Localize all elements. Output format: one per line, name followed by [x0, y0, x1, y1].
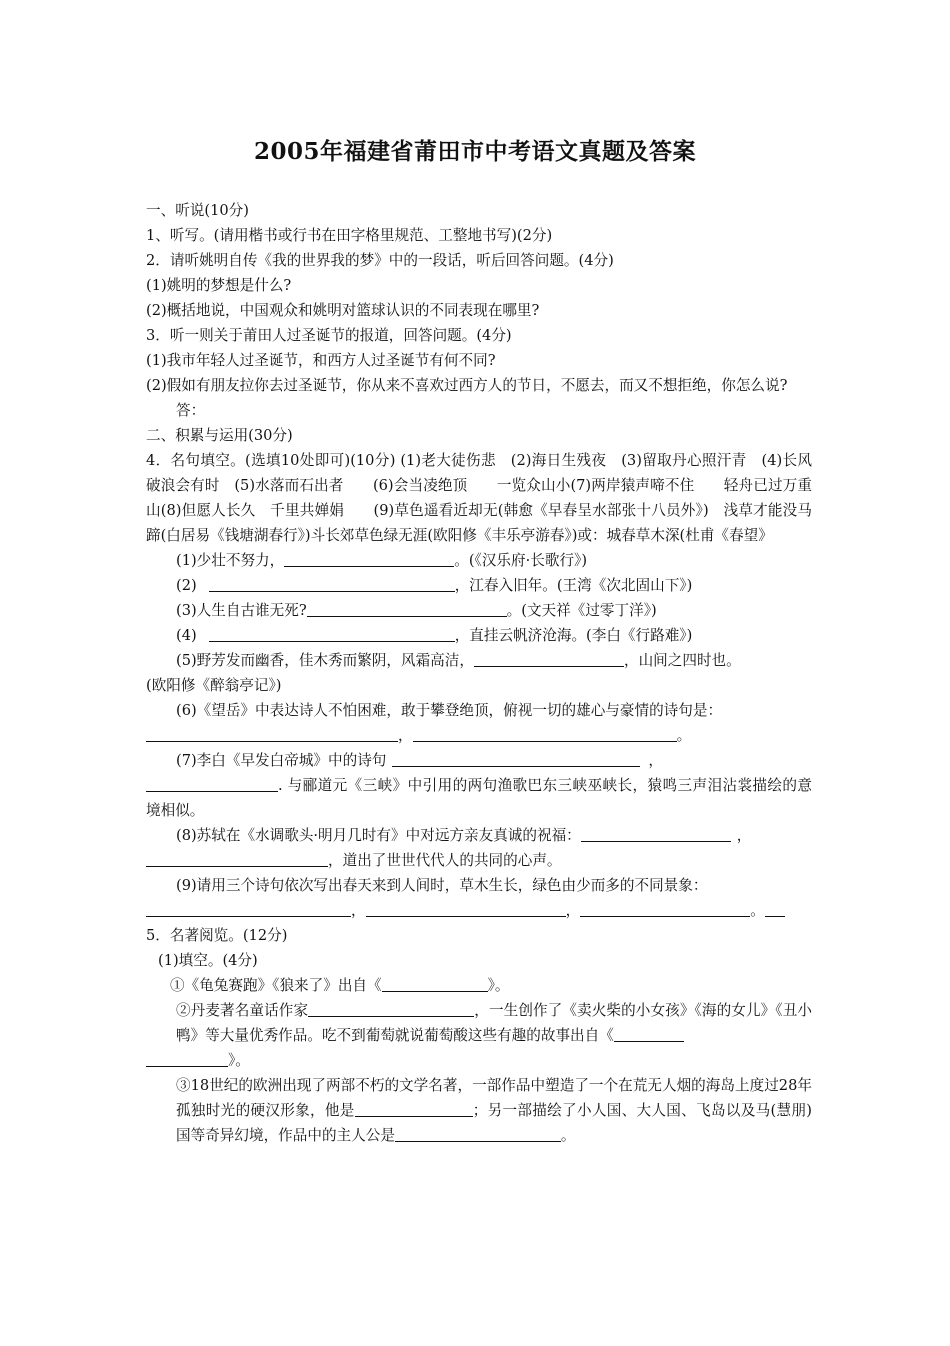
fill-item-9: (9)请用三个诗句依次写出春天来到人间时，草木生长，绿色由少而多的不同景象：	[176, 877, 708, 894]
classic-2-mid: ，一生创作了《卖火柴的小女孩》《海的女儿》《丑小鸭》等大量优秀作品。吃不到葡萄就说葡萄酸这些有趣的故事出自《	[176, 1002, 812, 1044]
fill-item-3	[146, 598, 812, 623]
blank-line[interactable]	[209, 627, 455, 642]
question-3-1: (1)我市年轻人过圣诞节，和西方人过圣诞节有何不同?	[146, 352, 496, 369]
fill-item-5-source: (欧阳修《醉翁亭记》)	[146, 677, 282, 694]
classic-1-prefix: ①《龟兔赛跑》《狼来了》出自《	[170, 977, 382, 994]
fill-item-4	[146, 623, 812, 648]
fill-8-suffix: ，道出了世世代代人的共同的心声。	[328, 852, 562, 869]
fill-5-prefix: (5)野芳发而幽香，佳木秀而繁阴，风霜高洁，	[176, 652, 474, 669]
fill-item-2	[146, 573, 812, 598]
classic-item-3	[146, 1073, 812, 1148]
fill-2-suffix: ，江春入旧年。(王湾《次北固山下》)	[454, 577, 693, 594]
blank-line[interactable]	[474, 652, 624, 667]
fill-item-1	[146, 548, 812, 573]
fill-7-suffix: . 与郦道元《三峡》中引用的两句渔歌巴东三峡巫峡长，猿鸣三声泪沾裳描绘的意境相似。	[146, 777, 812, 819]
blank-line[interactable]	[146, 902, 351, 917]
blank-line[interactable]	[355, 1102, 473, 1117]
fill-3-suffix: 。(文天祥《过零丁洋》)	[506, 602, 657, 619]
blank-line[interactable]	[284, 552, 454, 567]
blank-line[interactable]	[146, 1052, 228, 1067]
classic-3-suffix: 。	[560, 1127, 576, 1144]
question-2-2: (2)概括地说，中国观众和姚明对篮球认识的不同表现在哪里?	[146, 302, 540, 319]
fill-item-7-cont	[146, 773, 812, 823]
fill-9-end: 。	[750, 902, 765, 919]
fill-7-prefix: (7)李白《早发白帝城》中的诗句	[176, 752, 387, 769]
document-body	[146, 198, 812, 1148]
fill-item-6: (6)《望岳》中表达诗人不怕困难，敢于攀登绝顶，俯视一切的雄心与豪情的诗句是：	[176, 702, 723, 719]
question-3-2: (2)假如有朋友拉你去过圣诞节，你从来不喜欢过西方人的节日，不愿去，而又不想拒绝，你怎么说?	[146, 377, 788, 394]
question-4-intro: 4．名句填空。(选填10处即可)(10分) (1)老大徒伤悲 (2)海日生残夜 (3)留取丹心照汗青 (4)长风破浪会有时 (5)水落而石出者 (6)会当凌绝顶 一览众山小(7)两岸猿声啼不住 轻舟已过万重山(8)但愿人长久 千里共婵娟 (9)草色遥看近却无(韩愈《早春呈水部张十八员外》) 浅草才能没马蹄(白居易《钱塘湖春行》)斗长郊草色绿无涯(欧阳修《丰乐亭游春》)或：城春草木深(杜甫《春望》	[146, 452, 812, 544]
answer-label: 答：	[176, 402, 206, 419]
blank-line[interactable]	[307, 602, 507, 617]
fill-6-sep: ，	[398, 727, 413, 744]
blank-line[interactable]	[146, 852, 328, 867]
fill-4-suffix: ，直挂云帆济沧海。(李白《行路难》)	[454, 627, 693, 644]
blank-line[interactable]	[580, 902, 750, 917]
classic-item-1	[146, 973, 812, 998]
blank-line[interactable]	[395, 1127, 561, 1142]
classic-2-prefix: ②丹麦著名童话作家	[176, 1002, 309, 1019]
question-5: 5．名著阅览。(12分)	[146, 927, 288, 944]
blank-line[interactable]	[765, 902, 785, 917]
fill-9-sep-1: ，	[351, 902, 366, 919]
fill-4-prefix: (4)	[176, 627, 197, 644]
classic-1-suffix: 》。	[487, 977, 510, 994]
fill-9-sep-2: ，	[565, 902, 581, 919]
classic-item-2	[146, 998, 812, 1048]
fill-6-end: 。	[676, 727, 692, 744]
classic-3-prefix: ③18世纪的欧洲出现了两部不朽的文学名著，一部作品中塑造了一个在荒无人烟的海岛上度过28年孤独时光的硬汉形象，他是	[176, 1077, 812, 1119]
blank-line[interactable]	[413, 727, 677, 742]
fill-item-7	[146, 748, 812, 773]
fill-7-sep: ，	[648, 752, 664, 769]
question-5-1: (1)填空。(4分)	[158, 952, 258, 969]
section-heading-accumulation: 二、积累与运用(30分)	[146, 427, 293, 444]
blank-line[interactable]	[392, 752, 640, 767]
question-3: 3．听一则关于莆田人过圣诞节的报道，回答问题。(4分)	[146, 327, 512, 344]
blank-line[interactable]	[146, 777, 278, 792]
section-heading-listening: 一、听说(10分)	[146, 202, 249, 219]
fill-item-9-blanks	[146, 898, 812, 923]
fill-3-prefix: (3)人生自古谁无死?	[176, 602, 307, 619]
blank-line[interactable]	[382, 977, 488, 992]
fill-1-prefix: (1)少壮不努力，	[176, 552, 285, 569]
fill-1-suffix: 。(《汉乐府·长歌行》)	[454, 552, 588, 569]
blank-line[interactable]	[366, 902, 566, 917]
classic-3-mid: ；另一部描绘了小人国、大人国、飞岛以及马(慧朋)国等奇异幻境，作品中的主人公是	[176, 1102, 812, 1144]
blank-line[interactable]	[209, 577, 455, 592]
classic-item-2-cont	[146, 1048, 812, 1073]
blank-line[interactable]	[308, 1002, 474, 1017]
page-title: 2005年福建省莆田市中考语文真题及答案	[253, 138, 696, 165]
blank-line[interactable]	[614, 1027, 684, 1042]
question-2: 2．请听姚明自传《我的世界我的梦》中的一段话，听后回答问题。(4分)	[146, 252, 614, 269]
fill-8-sep: ，	[736, 827, 752, 844]
fill-item-6-blanks	[146, 723, 812, 748]
fill-item-8-cont	[146, 848, 812, 873]
blank-line[interactable]	[581, 827, 731, 842]
fill-8-prefix: (8)苏轼在《水调歌头·明月几时有》中对远方亲友真诚的祝福：	[176, 827, 581, 844]
fill-item-5	[146, 648, 812, 673]
blank-line[interactable]	[146, 727, 398, 742]
fill-2-prefix: (2)	[176, 577, 197, 594]
fill-5-suffix: ，山间之四时也。	[623, 652, 741, 669]
fill-item-8	[146, 823, 812, 848]
question-1: 1、听写。(请用楷书或行书在田字格里规范、工整地书写)(2分)	[146, 227, 553, 244]
classic-2-suffix: 》。	[228, 1052, 250, 1069]
question-2-1: (1)姚明的梦想是什么?	[146, 277, 292, 294]
